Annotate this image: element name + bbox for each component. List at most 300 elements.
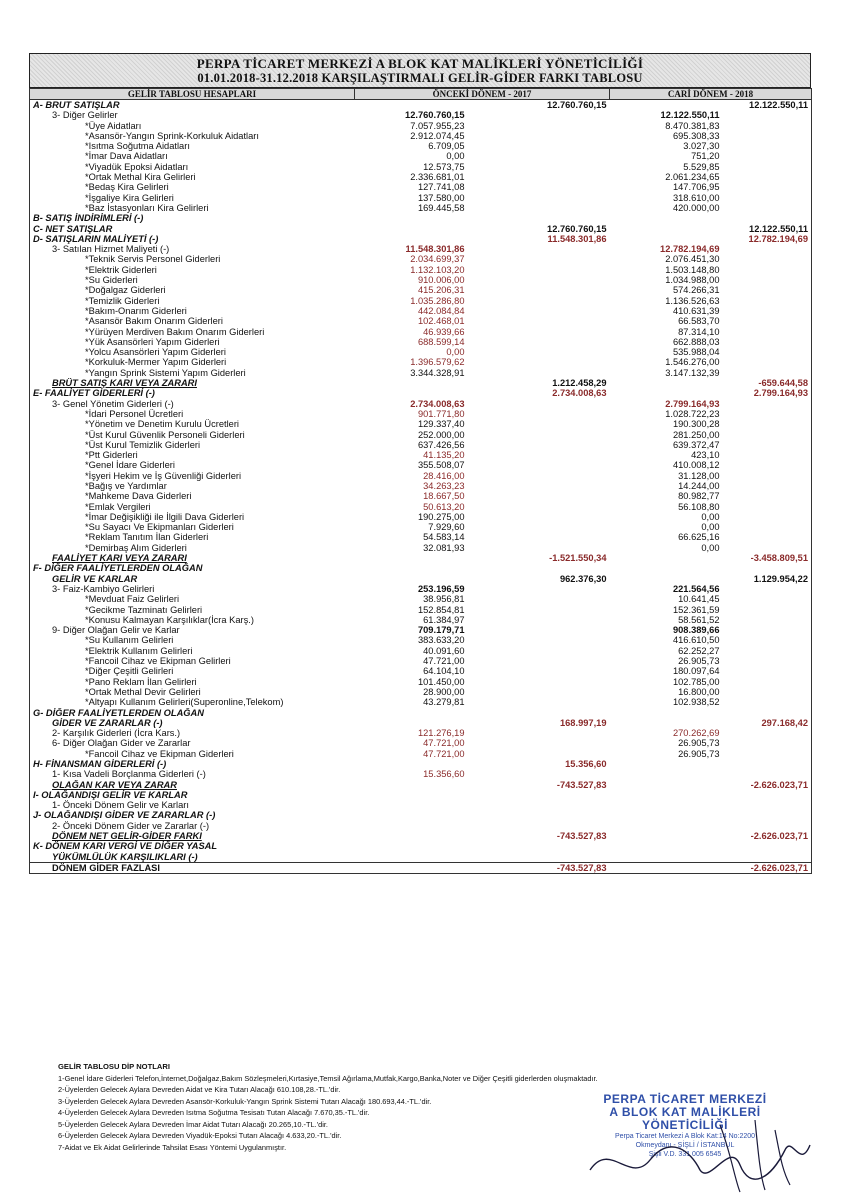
curr-sub-value: 270.262,69 [672, 728, 720, 739]
prev-sub-value: 709.179,71 [417, 625, 465, 636]
prev-total-value [468, 666, 610, 676]
prev-total-value [468, 563, 610, 573]
curr-sub-value [610, 800, 723, 810]
prev-total-value [468, 296, 610, 306]
footnote-item: 6-Üyelerden Gelecek Aylara Devreden Viyadük-Epoksi Tutarı Alacağı 4.633,20.-TL.'dir. [58, 1131, 342, 1140]
row-label: *Baz İstasyonları Kira Gelirleri [30, 203, 355, 213]
prev-sub-value [355, 574, 468, 584]
curr-sub-value: 662.888,03 [672, 336, 720, 347]
prev-sub-value: 355.508,07 [417, 460, 465, 471]
prev-sub-value: 2.734.008,63 [410, 398, 465, 409]
handwritten-signature [570, 1110, 820, 1195]
table-row [30, 852, 812, 863]
prev-sub-value [355, 780, 468, 790]
curr-total-value [723, 285, 812, 295]
prev-total-value: 12.760.760,15 [547, 223, 607, 234]
curr-total-value: -3.458.809,51 [723, 553, 812, 563]
prev-total-value [468, 275, 610, 285]
curr-total-value [723, 121, 812, 131]
curr-sub-value [610, 780, 723, 790]
prev-total-value [468, 337, 610, 347]
curr-sub-value [610, 213, 723, 223]
prev-sub-value [355, 831, 468, 841]
curr-sub-value: 221.564,56 [672, 583, 720, 594]
curr-sub-value: 26.905,73 [678, 748, 720, 759]
curr-total-value [723, 131, 812, 141]
income-statement-table [29, 88, 812, 874]
curr-total-value [723, 244, 812, 254]
table-row [30, 306, 812, 316]
prev-sub-value [355, 810, 468, 820]
curr-sub-value: 190.300,28 [672, 419, 720, 430]
row-label: *Fancoil Cihaz ve Ekipman Gelirleri [30, 656, 355, 666]
table-row [30, 821, 812, 831]
row-label: *Bağış ve Yardımlar [30, 481, 355, 491]
curr-total-value [723, 265, 812, 275]
curr-total-value [723, 677, 812, 687]
table-row [30, 841, 812, 851]
row-label: *Su Kullanım Gelirleri [30, 635, 355, 645]
prev-total-value: 168.997,19 [559, 717, 607, 728]
prev-total-value: -743.527,83 [556, 779, 607, 790]
curr-sub-value: 152.361,59 [672, 604, 720, 615]
curr-sub-value: 58.561,52 [678, 614, 720, 625]
curr-total-value [723, 347, 812, 357]
table-row [30, 316, 812, 326]
table-row [30, 131, 812, 141]
table-row [30, 162, 812, 172]
row-label: 1- Kısa Vadeli Borçlanma Giderleri (-) [30, 769, 355, 779]
table-row [30, 182, 812, 192]
row-label: H- FİNANSMAN GİDERLERİ (-) [30, 759, 355, 769]
table-row [30, 141, 812, 151]
prev-sub-value: 190.275,00 [417, 511, 465, 522]
curr-sub-value: 420.000,00 [672, 202, 720, 213]
table-row [30, 327, 812, 337]
curr-sub-value [610, 718, 723, 728]
curr-sub-value: 423,10 [691, 450, 720, 461]
prev-total-value [468, 708, 610, 718]
prev-sub-value: 688.599,14 [417, 336, 465, 347]
curr-total-value: 2.799.164,93 [723, 388, 812, 398]
prev-total-value [468, 450, 610, 460]
curr-sub-value: 5.529,85 [683, 161, 720, 172]
prev-sub-value [355, 388, 468, 398]
row-label: B- SATIŞ İNDİRİMLERİ (-) [30, 213, 355, 223]
prev-sub-value: 50.613,20 [423, 501, 465, 512]
prev-total-value [468, 141, 610, 151]
curr-total-value: 1.129.954,22 [723, 574, 812, 584]
curr-total-value [723, 841, 812, 851]
curr-sub-value: 3.027,30 [683, 141, 720, 152]
table-row [30, 728, 812, 738]
table-row [30, 677, 812, 687]
curr-sub-value: 26.905,73 [678, 738, 720, 749]
curr-total-value [723, 615, 812, 625]
prev-total-value [468, 265, 610, 275]
curr-total-value [723, 141, 812, 151]
table-row [30, 687, 812, 697]
prev-total-value [468, 800, 610, 810]
prev-total-value: -743.527,83 [468, 862, 610, 873]
curr-sub-value: 908.389,66 [672, 625, 720, 636]
table-row [30, 656, 812, 666]
table-row [30, 481, 812, 491]
row-label: *Üye Aidatları [30, 121, 355, 131]
row-label: YÜKÜMLÜLÜK KARŞILIKLARI (-) [30, 852, 355, 863]
curr-total-value [723, 738, 812, 748]
prev-sub-value: 2.034.699,37 [410, 254, 465, 265]
curr-sub-value [610, 841, 723, 851]
table-row [30, 708, 812, 718]
curr-total-value [723, 337, 812, 347]
prev-total-value [468, 213, 610, 223]
stamp-line-2: A BLOK KAT MALİKLERİ [609, 1105, 761, 1119]
footnote-item: 1-Genel İdare Giderleri Telefon,İnternet,Doğalgaz,Bakım Sözleşmeleri,Kırtasiye,Temsil Ağırlama,Mutfak,Kargo,Banka,Noter ve Diğer Çeşitli giderlerden oluşmaktadır. [58, 1073, 598, 1083]
prev-total-value [468, 677, 610, 687]
curr-total-value [723, 254, 812, 264]
prev-sub-value: 43.279,81 [423, 697, 465, 708]
row-label: *Isıtma Soğutma Aidatları [30, 141, 355, 151]
curr-sub-value [610, 821, 723, 831]
prev-total-value [468, 749, 610, 759]
prev-sub-value: 127.741,08 [417, 182, 465, 193]
table-row [30, 862, 812, 873]
row-label: 9- Diğer Olağan Gelir ve Karlar [30, 625, 355, 635]
stamp-line-4: Perpa Ticaret Merkezi A Blok Kat:14 No:2200 [614, 1133, 756, 1140]
row-label: *Asansör-Yangın Sprink-Korkuluk Aidatları [30, 131, 355, 141]
curr-total-value [723, 728, 812, 738]
table-row [30, 151, 812, 161]
prev-sub-value: 121.276,19 [417, 728, 465, 739]
curr-sub-value: 0,00 [701, 511, 720, 522]
table-row [30, 666, 812, 676]
prev-total-value: 962.376,30 [559, 573, 607, 584]
curr-total-value [723, 491, 812, 501]
curr-sub-value: 535.988,04 [672, 347, 720, 358]
prev-sub-value: 38.956,81 [423, 594, 465, 605]
row-label: FAALİYET KARI VEYA ZARARI [30, 553, 355, 563]
footnote-item: 4-Üyelerden Gelecek Aylara Devreden Isıtma Soğutma Tesisatı Tutarı Alacağı 7.670,35.-TL.'dir. [58, 1108, 370, 1117]
curr-total-value [723, 625, 812, 635]
header-accounts: GELİR TABLOSU HESAPLARI [30, 89, 355, 100]
table-row [30, 347, 812, 357]
table-row [30, 594, 812, 604]
curr-sub-value [610, 759, 723, 769]
prev-total-value [468, 543, 610, 553]
row-label: *Teknik Servis Personel Giderleri [30, 254, 355, 264]
table-row [30, 244, 812, 254]
prev-sub-value [355, 862, 468, 873]
table-row [30, 368, 812, 378]
prev-total-value [468, 841, 610, 851]
prev-sub-value [355, 213, 468, 223]
curr-total-value [723, 151, 812, 161]
curr-sub-value: 16.800,00 [678, 686, 720, 697]
curr-total-value [723, 213, 812, 223]
curr-sub-value: 574.266,31 [672, 285, 720, 296]
curr-sub-value: 2.061.234,65 [665, 172, 720, 183]
curr-total-value: 297.168,42 [723, 718, 812, 728]
curr-sub-value: 12.122.550,11 [660, 110, 720, 121]
curr-total-value [723, 584, 812, 594]
row-label: *Su Sayacı Ve Ekipmanları Giderleri [30, 522, 355, 532]
curr-total-value: -659.644,58 [723, 378, 812, 388]
row-label: *Mahkeme Dava Giderleri [30, 491, 355, 501]
prev-total-value [468, 244, 610, 254]
row-label: E- FAALİYET GİDERLERİ (-) [30, 388, 355, 398]
row-label: *Demirbaş Alım Giderleri [30, 543, 355, 553]
prev-sub-value: 40.091,60 [423, 645, 465, 656]
prev-total-value [468, 471, 610, 481]
prev-sub-value: 47.721,00 [423, 656, 465, 667]
prev-sub-value: 637.426,56 [417, 439, 465, 450]
prev-sub-value: 101.450,00 [417, 676, 465, 687]
curr-sub-value [610, 224, 723, 234]
row-label: D- SATIŞLARIN MALİYETİ (-) [30, 234, 355, 244]
curr-sub-value: 410.631,39 [672, 305, 720, 316]
curr-total-value [723, 481, 812, 491]
prev-sub-value: 47.721,00 [423, 748, 465, 759]
prev-total-value [468, 605, 610, 615]
curr-sub-value [610, 574, 723, 584]
curr-sub-value: 14.244,00 [678, 480, 720, 491]
footnote-item: 2-Üyelerden Gelecek Aylara Devreden Aidat ve Kira Tutarı Alacağı 610.108,28.-TL.'dir. [58, 1085, 341, 1094]
row-label: I- OLAĞANDIŞI GELİR VE KARLAR [30, 790, 355, 800]
curr-sub-value: 3.147.132,39 [665, 367, 720, 378]
prev-sub-value: 252.000,00 [417, 429, 465, 440]
table-row [30, 254, 812, 264]
curr-sub-value: 26.905,73 [678, 656, 720, 667]
row-label: GİDER VE ZARARLAR (-) [30, 718, 355, 728]
curr-total-value [723, 749, 812, 759]
curr-sub-value [610, 769, 723, 779]
curr-sub-value: 62.252,27 [678, 645, 720, 656]
row-label: *Yük Asansörleri Yapım Giderleri [30, 337, 355, 347]
prev-total-value [468, 121, 610, 131]
row-label: 3- Faiz-Kambiyo Gelirleri [30, 584, 355, 594]
curr-total-value [723, 162, 812, 172]
curr-total-value [723, 306, 812, 316]
row-label: 3- Genel Yönetim Giderleri (-) [30, 399, 355, 409]
prev-total-value [468, 203, 610, 213]
table-row [30, 378, 812, 388]
table-row [30, 831, 812, 841]
prev-total-value [468, 440, 610, 450]
curr-total-value [723, 296, 812, 306]
row-label: K- DÖNEM KARI VERGİ VE DİĞER YASAL [30, 841, 355, 851]
row-label: *Bakım-Onarım Giderleri [30, 306, 355, 316]
title-line-2: 01.01.2018-31.12.2018 KARŞILAŞTIRMALI GELİR-GİDER FARKI TABLOSU [197, 71, 643, 85]
prev-total-value: 2.734.008,63 [552, 388, 607, 399]
table-row [30, 203, 812, 213]
row-label: *Bedaş Kira Gelirleri [30, 182, 355, 192]
row-label: *Konusu Kalmayan Karşılıklar(İcra Karş.) [30, 615, 355, 625]
curr-sub-value: 0,00 [701, 522, 720, 533]
row-label: *Viyadük Epoksi Aidatları [30, 162, 355, 172]
prev-total-value [468, 810, 610, 820]
table-row [30, 800, 812, 810]
curr-total-value [723, 605, 812, 615]
prev-total-value [468, 481, 610, 491]
prev-total-value [468, 821, 610, 831]
table-row [30, 399, 812, 409]
curr-sub-value: 66.625,16 [678, 532, 720, 543]
curr-total-value: 12.782.194,69 [723, 234, 812, 244]
prev-total-value: -743.527,83 [556, 831, 607, 842]
table-row [30, 409, 812, 419]
curr-sub-value: 1.546.276,00 [665, 357, 720, 368]
table-row [30, 440, 812, 450]
prev-sub-value: 137.580,00 [417, 192, 465, 203]
row-label: *İşgaliye Kira Gelirleri [30, 193, 355, 203]
row-label: *Yönetim ve Denetim Kurulu Ücretleri [30, 419, 355, 429]
prev-sub-value: 2.336.681,01 [410, 172, 465, 183]
table-row [30, 172, 812, 182]
row-label: *İmar Değişikliği ile İlgili Dava Giderleri [30, 512, 355, 522]
table-row [30, 296, 812, 306]
table-row [30, 265, 812, 275]
row-label: *İşyeri Hekim ve İş Güvenliği Giderleri [30, 471, 355, 481]
curr-total-value [723, 419, 812, 429]
curr-total-value [723, 512, 812, 522]
row-label: *Pano Reklam İlan Gelirleri [30, 677, 355, 687]
row-label: 3- Satılan Hizmet Maliyeti (-) [30, 244, 355, 254]
row-label: *Ortak Methal Kira Gelirleri [30, 172, 355, 182]
prev-sub-value: 12.573,75 [423, 161, 465, 172]
prev-total-value [468, 502, 610, 512]
table-row [30, 625, 812, 635]
table-row [30, 100, 812, 111]
curr-sub-value: 147.706,95 [672, 182, 720, 193]
prev-sub-value: 46.939,66 [423, 326, 465, 337]
prev-sub-value: 2.912.074,45 [410, 130, 465, 141]
table-row [30, 605, 812, 615]
row-label: 6- Diğer Olağan Gider ve Zararlar [30, 738, 355, 748]
prev-sub-value: 253.196,59 [417, 583, 465, 594]
prev-sub-value: 7.057.955,23 [410, 120, 465, 131]
title-line-1: PERPA TİCARET MERKEZİ A BLOK KAT MALİKLERİ YÖNETİCİLİĞİ [196, 56, 644, 71]
table-row [30, 790, 812, 800]
row-label: *Asansör Bakım Onarım Giderleri [30, 316, 355, 326]
row-label: *Doğalgaz Giderleri [30, 285, 355, 295]
curr-total-value [723, 543, 812, 553]
curr-sub-value [610, 708, 723, 718]
table-row [30, 337, 812, 347]
prev-sub-value: 61.384,97 [423, 614, 465, 625]
prev-total-value [468, 347, 610, 357]
prev-sub-value: 15.356,60 [423, 769, 465, 780]
curr-sub-value: 31.128,00 [678, 470, 720, 481]
curr-sub-value: 1.503.148,80 [665, 264, 720, 275]
curr-total-value [723, 821, 812, 831]
table-row [30, 224, 812, 234]
prev-sub-value: 18.667,50 [423, 491, 465, 502]
prev-sub-value: 41.135,20 [423, 450, 465, 461]
prev-sub-value: 6.709,05 [428, 141, 465, 152]
curr-total-value: 12.122.550,11 [723, 100, 812, 111]
table-row [30, 780, 812, 790]
curr-total-value [723, 368, 812, 378]
curr-total-value [723, 430, 812, 440]
prev-sub-value [355, 378, 468, 388]
header-prev-period: ÖNCEKİ DÖNEM - 2017 [355, 89, 610, 100]
prev-total-value [468, 790, 610, 800]
table-row [30, 234, 812, 244]
prev-total-value [468, 419, 610, 429]
table-row [30, 419, 812, 429]
row-label: BRÜT SATIŞ KARI VEYA ZARARI [30, 378, 355, 388]
prev-total-value [468, 430, 610, 440]
curr-total-value [723, 450, 812, 460]
curr-sub-value: 751,20 [691, 151, 720, 162]
table-row [30, 697, 812, 707]
row-label: *Mevduat Faiz Gelirleri [30, 594, 355, 604]
row-label: 2- Önceki Dönem Gider ve Zararlar (-) [30, 821, 355, 831]
row-label: J- OLAĞANDIŞI GİDER VE ZARARLAR (-) [30, 810, 355, 820]
table-row [30, 110, 812, 120]
curr-sub-value: 180.097,64 [672, 666, 720, 677]
prev-total-value [468, 852, 610, 863]
curr-sub-value: 0,00 [701, 542, 720, 553]
prev-total-value [468, 131, 610, 141]
row-label: DÖNEM NET GELİR-GİDER FARKI [30, 831, 355, 841]
curr-sub-value [610, 378, 723, 388]
curr-total-value: 12.122.550,11 [723, 224, 812, 234]
stamp-line-6: Şişli V.D. 331 005 6545 [648, 1151, 722, 1158]
curr-total-value [723, 203, 812, 213]
table-row [30, 615, 812, 625]
prev-total-value [468, 327, 610, 337]
curr-total-value: -2.626.023,71 [723, 831, 812, 841]
prev-sub-value: 383.633,20 [417, 635, 465, 646]
prev-sub-value: 11.548.301,86 [405, 244, 465, 255]
prev-total-value [468, 254, 610, 264]
prev-total-value [468, 162, 610, 172]
prev-total-value [468, 646, 610, 656]
curr-total-value [723, 327, 812, 337]
prev-sub-value: 169.445,58 [417, 202, 465, 213]
curr-total-value [723, 471, 812, 481]
prev-total-value: 12.760.760,15 [547, 100, 607, 110]
curr-sub-value: 102.785,00 [672, 676, 720, 687]
row-label: GELİR VE KARLAR [30, 574, 355, 584]
curr-total-value [723, 759, 812, 769]
curr-sub-value [610, 810, 723, 820]
prev-total-value [468, 522, 610, 532]
row-label: *Ortak Methal Devir Gelirleri [30, 687, 355, 697]
curr-sub-value: 1.028.722,23 [665, 408, 720, 419]
table-row [30, 213, 812, 223]
prev-sub-value: 32.081,93 [423, 542, 465, 553]
row-label: F- DİĞER FAALİYETLERDEN OLAĞAN [30, 563, 355, 573]
prev-total-value [468, 368, 610, 378]
prev-total-value: -1.521.550,34 [549, 553, 607, 564]
curr-total-value [723, 440, 812, 450]
curr-sub-value: 318.610,00 [672, 192, 720, 203]
curr-sub-value [610, 862, 723, 873]
row-label: 3- Diğer Gelirler [30, 110, 355, 120]
curr-total-value [723, 594, 812, 604]
curr-total-value [723, 522, 812, 532]
prev-total-value [468, 285, 610, 295]
curr-sub-value [610, 553, 723, 563]
table-row [30, 574, 812, 584]
row-label: *Üst Kurul Güvenlik Personeli Giderleri [30, 430, 355, 440]
prev-sub-value [355, 718, 468, 728]
curr-sub-value: 8.470.381,83 [665, 120, 720, 131]
prev-sub-value [355, 790, 468, 800]
